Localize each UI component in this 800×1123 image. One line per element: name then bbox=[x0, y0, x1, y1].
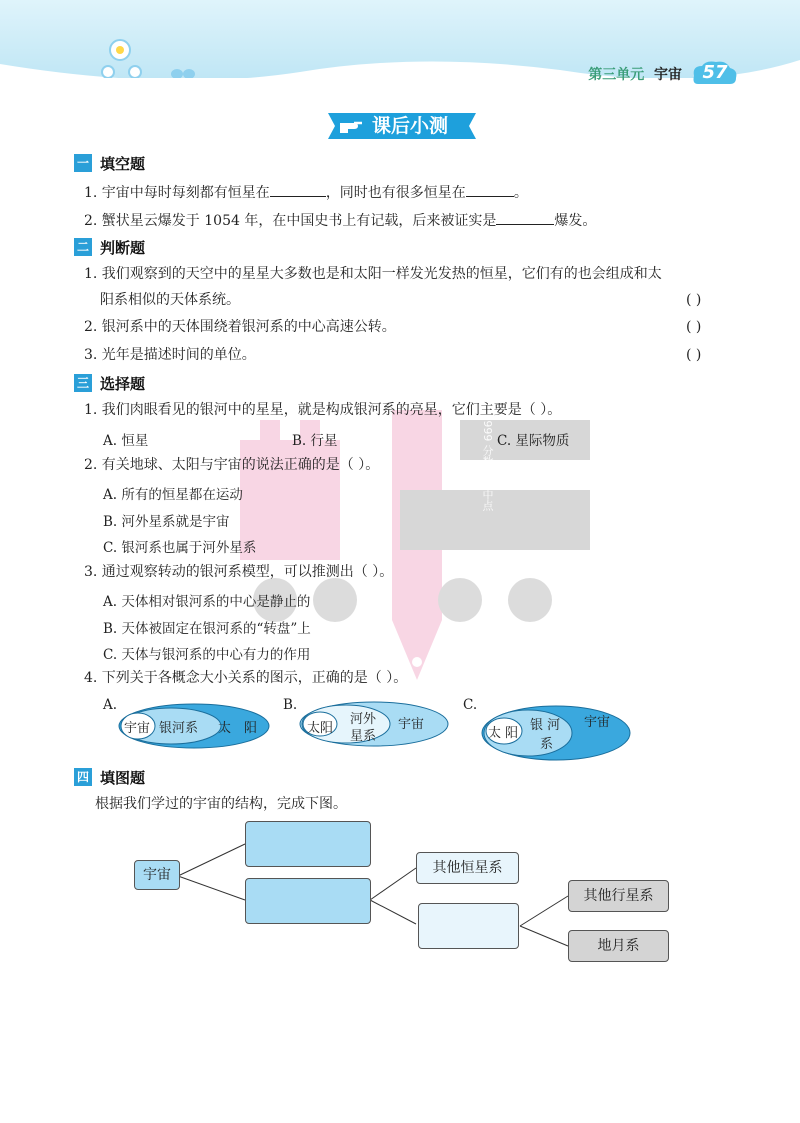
section-choice bbox=[74, 373, 145, 393]
choice-option[interactable]: C. 星际物质 bbox=[497, 433, 570, 449]
ellipse-label: 宇宙 bbox=[124, 721, 151, 736]
diagram-connectors bbox=[0, 820, 800, 970]
answer-blank[interactable] bbox=[496, 210, 554, 225]
ellipse-label: 银河系 bbox=[159, 721, 199, 736]
judge-question-2: 2. 银河系中的天体围绕着银河系的中心高速公转。 bbox=[84, 319, 396, 335]
section-diagram bbox=[74, 767, 145, 787]
choice-option[interactable]: A. 所有的恒星都在运动 bbox=[103, 487, 243, 503]
choice-question-1: 1. 我们肉眼看见的银河中的星星，就是构成银河系的亮星，它们主要是（ ）。 bbox=[84, 402, 562, 418]
answer-box[interactable] bbox=[245, 821, 371, 867]
fill-q1-part-b: ，同时也有很多恒星在 bbox=[325, 185, 466, 201]
ellipse-label: 太阳 bbox=[307, 721, 334, 736]
answer-parentheses[interactable]: ( ) bbox=[686, 292, 702, 308]
choice-option[interactable]: A. 恒星 bbox=[103, 433, 149, 449]
answer-box[interactable] bbox=[245, 878, 371, 924]
fill-question-1 bbox=[84, 182, 528, 203]
diagram-instruction: 根据我们学过的宇宙的结构，完成下图。 bbox=[95, 796, 347, 812]
choice-option[interactable]: B. 行星 bbox=[292, 433, 338, 449]
answer-parentheses[interactable]: ( ) bbox=[686, 347, 702, 363]
ellipse-label: 系 bbox=[540, 737, 554, 752]
unit-topic: 宇宙 bbox=[654, 67, 682, 83]
section-number: 二 bbox=[74, 238, 92, 256]
ellipse-label: 星系 bbox=[350, 729, 377, 744]
choice-option[interactable]: C. 天体与银河系的中心有力的作用 bbox=[103, 647, 311, 663]
answer-parentheses[interactable]: ( ) bbox=[686, 319, 702, 335]
diagram-label: 其他行星系 bbox=[583, 888, 654, 904]
title-banner bbox=[328, 111, 476, 141]
diagram-box-earth-moon bbox=[568, 930, 669, 962]
answer-box[interactable] bbox=[418, 903, 519, 949]
diagram-root-box bbox=[134, 860, 180, 890]
fill-q1-part-c: 。 bbox=[513, 185, 528, 201]
judge-question-1-line-2: 阳系相似的天体系统。 bbox=[100, 292, 240, 308]
fill-question-2 bbox=[84, 210, 596, 231]
page-number: 57 bbox=[702, 62, 728, 83]
unit-label: 第三单元 bbox=[588, 67, 645, 83]
ellipse-label: 河外 bbox=[350, 712, 377, 727]
section-title: 填空题 bbox=[100, 154, 146, 173]
header-unit bbox=[588, 64, 682, 84]
answer-blank[interactable] bbox=[270, 182, 326, 197]
diagram-box-other-planets bbox=[568, 880, 669, 912]
section-title: 选择题 bbox=[100, 374, 146, 393]
option-letter[interactable]: A. bbox=[103, 697, 118, 713]
section-fill bbox=[74, 153, 145, 173]
ellipse-label: 太 阳 bbox=[488, 726, 519, 741]
section-title: 填图题 bbox=[100, 768, 146, 787]
choice-option[interactable]: B. 天体被固定在银河系的“转盘”上 bbox=[103, 621, 311, 637]
watermark-since: Since 1999 bbox=[481, 380, 494, 442]
banner-title: 课后小测 bbox=[372, 115, 449, 137]
choice-option[interactable]: A. 天体相对银河系的中心是静止的 bbox=[103, 594, 311, 610]
answer-blank[interactable] bbox=[466, 182, 514, 197]
judge-question-3: 3. 光年是描述时间的单位。 bbox=[84, 347, 256, 363]
judge-question-1-line-1: 1. 我们观察到的天空中的星星大多数也是和太阳一样发光发热的恒星，它们有的也会组成和太 bbox=[84, 266, 662, 282]
choice-question-4: 4. 下列关于各概念大小关系的图示，正确的是（ ）。 bbox=[84, 670, 408, 686]
diagram-box-other-galaxies bbox=[416, 852, 519, 884]
fill-q2-part-b: 爆发。 bbox=[554, 213, 597, 229]
option-letter[interactable]: B. bbox=[283, 697, 298, 713]
section-title: 判断题 bbox=[100, 238, 146, 257]
ellipse-label: 银 河 bbox=[530, 718, 561, 733]
choice-option[interactable]: B. 河外星系就是宇宙 bbox=[103, 514, 230, 530]
diagram-label: 地月系 bbox=[597, 938, 640, 954]
page-number-badge bbox=[692, 60, 738, 86]
diagram-root-label: 宇宙 bbox=[143, 867, 171, 883]
section-number: 一 bbox=[74, 154, 92, 172]
fill-q2-part-a: 2. 蟹状星云爆发于 1054 年，在中国史书上有记载，后来被证实是 bbox=[84, 213, 497, 229]
option-letter[interactable]: C. bbox=[463, 697, 478, 713]
section-number: 四 bbox=[74, 768, 92, 786]
ellipse-label: 太 阳 bbox=[218, 721, 258, 736]
fill-q1-part-a: 1. 宇宙中每时每刻都有恒星在 bbox=[84, 185, 270, 201]
section-judge bbox=[74, 237, 145, 257]
flower-icon bbox=[110, 40, 130, 60]
ellipse-label: 宇宙 bbox=[398, 717, 425, 732]
diagram-label: 其他恒星系 bbox=[432, 860, 503, 876]
choice-option[interactable]: C. 银河系也属于河外星系 bbox=[103, 540, 257, 556]
section-number: 三 bbox=[74, 374, 92, 392]
choice-question-2: 2. 有关地球、太阳与宇宙的说法正确的是（ ）。 bbox=[84, 457, 380, 473]
ellipse-label: 宇宙 bbox=[584, 715, 611, 730]
choice-question-3: 3. 通过观察转动的银河系模型，可以推测出（ ）。 bbox=[84, 564, 394, 580]
watermark-slogan: 分数有典中点 bbox=[481, 444, 494, 511]
